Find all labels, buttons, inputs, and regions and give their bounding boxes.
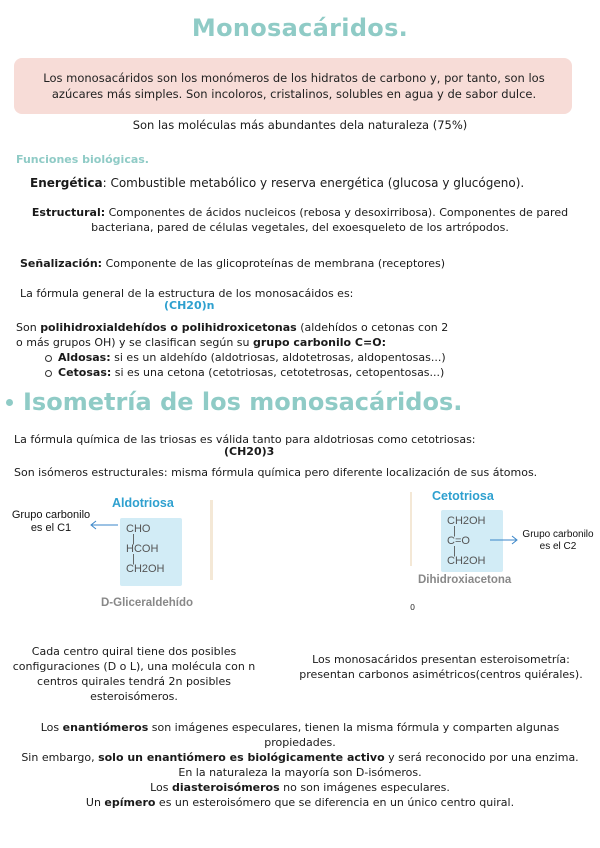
formula-general-text: La fórmula general de la estructura de los monosacáidos es: xyxy=(20,287,354,300)
list-item xyxy=(58,365,456,380)
isometria-heading xyxy=(6,388,462,416)
cetotriosa-annotation: Grupo carbonilo es el C2 xyxy=(522,529,594,552)
aldosas-text: si es un aldehído (aldotriosas, aldotetrosas, aldopentosas...) xyxy=(110,351,446,364)
classification-pre: Son xyxy=(16,321,41,334)
list-item xyxy=(58,350,456,365)
divider xyxy=(210,500,213,580)
aldotriosa-annotation: Grupo carbonilo es el C1 xyxy=(11,509,91,534)
aldosas-label: Aldosas: xyxy=(58,351,111,364)
isometria-heading-text: Isometría de los monosacáridos. xyxy=(23,388,463,416)
isomeros-text: Son isómeros estructurales: misma fórmula química pero diferente localización de sus átomos. xyxy=(14,466,538,479)
estructural-label: Estructural: xyxy=(31,206,106,219)
final-line xyxy=(0,720,600,750)
quiral-text: Cada centro quiral tiene dos posibles configuraciones (D o L), una molécula con n centros quirales tendrá 2n posibles esteroisómeros. xyxy=(12,645,256,703)
estructural-text: Componentes de ácidos nucleicos (rebosa y desoxirribosa). Componentes de pared bacteriana, pared de células vegetales, del exoesqueleto de los artrópodos. xyxy=(91,206,569,234)
final-text: no son imágenes especulares. xyxy=(279,781,450,794)
final-line xyxy=(0,780,600,795)
final-bold: enantiómeros xyxy=(62,721,149,734)
final-line xyxy=(0,795,600,810)
esteroisometria-text: Los monosacáridos presentan esteroisometría: presentan carbonos asimétricos(centros quiérales). xyxy=(299,653,583,681)
functions-heading: Funciones biológicas. xyxy=(16,153,149,166)
structure-row: CH2OH xyxy=(447,555,486,567)
final-text: son imágenes especulares, tienen la misma fórmula y comparten algunas propiedades. xyxy=(148,721,560,749)
function-energetica xyxy=(30,175,524,191)
cetosas-text: si es una cetona (cetotriosas, cetotetrosas, cetopentosas...) xyxy=(111,366,445,379)
triosas-formula: (CH20)3 xyxy=(224,445,275,458)
cetosas-label: Cetosas: xyxy=(58,366,112,379)
divider xyxy=(410,492,412,566)
structure-bond: | xyxy=(453,525,456,537)
aldotriosa-structure xyxy=(120,518,182,586)
structure-row: CH2OH xyxy=(447,515,486,527)
structure-bond: | xyxy=(132,553,135,565)
cetotriosa-title: Cetotriosa xyxy=(432,489,494,503)
final-text: y será reconocido por una enzima. xyxy=(384,751,579,764)
intro-text: Los monosacáridos son los monómeros de los hidratos de carbono y, por tanto, son los azúcares más simples. Son incoloros, cristalinos, solubles en agua y de sabor dulce. xyxy=(43,71,545,101)
formula-general: (CH20)n xyxy=(164,299,215,312)
final-text: es un esteroisómero que se diferencia en un único centro quiral. xyxy=(155,796,515,809)
structure-bond: | xyxy=(132,533,135,545)
abundance-text: Son las moléculas más abundantes dela naturaleza (75%) xyxy=(132,118,468,132)
senalizacion-text: Componente de las glicoproteínas de membrana (receptores) xyxy=(102,257,446,270)
final-bold: diasteroisómeros xyxy=(172,781,280,794)
final-text: Los xyxy=(40,721,63,734)
cetotriosa-name: Dihidroxiacetona xyxy=(418,574,512,586)
classification-list xyxy=(16,350,456,380)
final-bold: solo un enantiómero es biológicamente activo xyxy=(98,751,385,764)
page-title: Monosacáridos. xyxy=(191,14,409,42)
final-text: Un xyxy=(85,796,105,809)
classification-bold: polihidroxialdehídos o polihidroxicetonas xyxy=(40,321,297,334)
bullet-icon xyxy=(6,399,13,406)
triosas-text: La fórmula química de las triosas es válida tanto para aldotriosas como cetotriosas: xyxy=(14,433,476,446)
structure-row: CH2OH xyxy=(126,563,165,575)
classification-text xyxy=(16,320,456,380)
final-text: Los xyxy=(150,781,173,794)
arrow-right-icon xyxy=(490,535,520,545)
energetica-text: : Combustible metabólico y reserva energética (glucosa y glucógeno). xyxy=(102,176,525,190)
classification-mid: (aldehídos o cetonas con 2 o más grupos OH) y se clasifican según su xyxy=(16,321,449,349)
final-text: Sin embargo, xyxy=(21,751,99,764)
arrow-left-icon xyxy=(88,520,120,530)
function-senalizacion xyxy=(20,256,445,271)
senalizacion-label: Señalización: xyxy=(20,257,103,270)
structure-row: C=O xyxy=(447,535,470,547)
aldotriosa-name: D-Gliceraldehído xyxy=(101,597,194,609)
classification-bold2: grupo carbonilo C=O: xyxy=(252,336,386,349)
structure-row: HCOH xyxy=(126,543,159,555)
final-line: En la naturaleza la mayoría son D-isómeros. xyxy=(178,766,422,779)
final-paragraph xyxy=(0,720,600,810)
energetica-label: Energética xyxy=(30,176,103,190)
aldotriosa-title: Aldotriosa xyxy=(112,496,174,510)
function-estructural xyxy=(26,205,574,235)
structure-row: CHO xyxy=(126,523,151,535)
final-bold: epímero xyxy=(104,796,156,809)
structure-bond: | xyxy=(453,545,456,557)
final-line xyxy=(0,750,600,765)
small-mark: 0 xyxy=(410,603,416,612)
